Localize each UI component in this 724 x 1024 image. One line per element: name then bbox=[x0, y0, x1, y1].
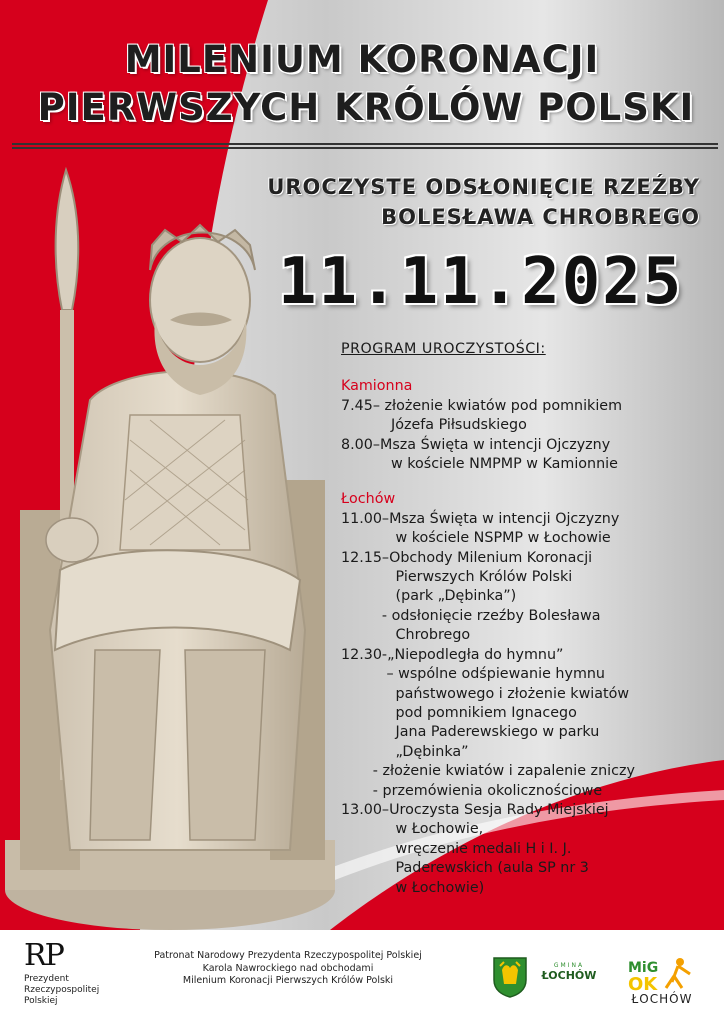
svg-text:OK: OK bbox=[628, 974, 658, 995]
place-kamionna: Kamionna bbox=[341, 378, 413, 395]
subtitle-line-1: UROCZYSTE ODSŁONIĘCIE RZEŹBY bbox=[267, 175, 700, 199]
program-line: 8.00–Msza Święta w intencji Ojczyzny bbox=[341, 436, 611, 453]
title-divider bbox=[12, 143, 718, 149]
program-line: 13.00–Uroczysta Sesja Rady Miejskiej bbox=[341, 801, 609, 818]
program-heading: PROGRAM UROCZYSTOŚCI: bbox=[341, 341, 546, 357]
program-line: Jana Paderewskiego w parku bbox=[341, 724, 600, 741]
program-line: w Łochowie) bbox=[341, 879, 485, 896]
rp-line: Prezydent bbox=[24, 974, 69, 984]
program-section bbox=[341, 340, 716, 898]
program-line: 12.15–Obchody Milenium Koronacji bbox=[341, 549, 593, 566]
patronage-line: Karola Nawrockiego nad obchodami bbox=[202, 962, 374, 974]
program-line: – wspólne odśpiewanie hymnu bbox=[341, 666, 605, 683]
patronage-text bbox=[118, 950, 458, 988]
place-lochow: Łochów bbox=[341, 491, 396, 508]
program-line: w kościele NMPMP w Kamionnie bbox=[341, 456, 618, 473]
gmina-label: GMINA bbox=[553, 962, 585, 969]
subtitle-line-2: BOLESŁAWA CHROBREGO bbox=[381, 205, 700, 229]
kamionna-schedule bbox=[341, 397, 716, 475]
patronage-line: Milenium Koronacji Pierwszych Królów Polski bbox=[182, 975, 394, 986]
patronage-line: Patronat Narodowy Prezydenta Rzeczypospolitej Polskiej bbox=[154, 950, 422, 961]
svg-text:MiG: MiG bbox=[628, 960, 659, 976]
migok-name: ŁOCHÓW bbox=[631, 992, 693, 1006]
program-line: Paderewskich (aula SP nr 3 bbox=[341, 860, 589, 877]
title-line-1: MILENIUM KORONACJI bbox=[124, 38, 600, 81]
program-line: „Dębinka” bbox=[341, 743, 469, 760]
gmina-logo bbox=[534, 962, 604, 982]
program-line: 7.45– złożenie kwiatów pod pomnikiem bbox=[341, 397, 623, 414]
program-line: Chrobrego bbox=[341, 627, 471, 644]
program-line: - odsłonięcie rzeźby Bolesława bbox=[341, 607, 601, 624]
rp-line: Rzeczypospolitej bbox=[24, 985, 100, 995]
program-line: Pierwszych Królów Polski bbox=[341, 569, 573, 586]
program-line: 11.00–Msza Święta w intencji Ojczyzny bbox=[341, 510, 620, 527]
program-line: wręczenie medali H i I. J. bbox=[341, 840, 572, 857]
program-line: - przemówienia okolicznościowe bbox=[341, 782, 603, 799]
program-line: państwowego i złożenie kwiatów bbox=[341, 685, 630, 702]
program-line: Józefa Piłsudskiego bbox=[341, 417, 527, 434]
program-line: 12.30-„Niepodległa do hymnu” bbox=[341, 646, 564, 663]
president-logo bbox=[24, 938, 114, 1007]
coat-of-arms-icon bbox=[492, 956, 528, 998]
program-line: w Łochowie, bbox=[341, 821, 484, 838]
rp-mark: RP bbox=[24, 938, 63, 973]
title-line-2: PIERWSZYCH KRÓLÓW POLSKI bbox=[37, 86, 695, 129]
rp-line: Polskiej bbox=[24, 996, 58, 1006]
migok-logo-icon bbox=[622, 948, 702, 1022]
gmina-name: ŁOCHÓW bbox=[541, 969, 597, 982]
program-line: w kościele NSPMP w Łochowie bbox=[341, 530, 611, 547]
lochow-schedule bbox=[341, 510, 716, 898]
footer bbox=[0, 930, 724, 1024]
event-date: 11.11.2025 bbox=[278, 245, 684, 319]
program-line: pod pomnikiem Ignacego bbox=[341, 704, 577, 721]
program-line: (park „Dębinka”) bbox=[341, 588, 517, 605]
program-line: - złożenie kwiatów i zapalenie zniczy bbox=[341, 763, 635, 780]
